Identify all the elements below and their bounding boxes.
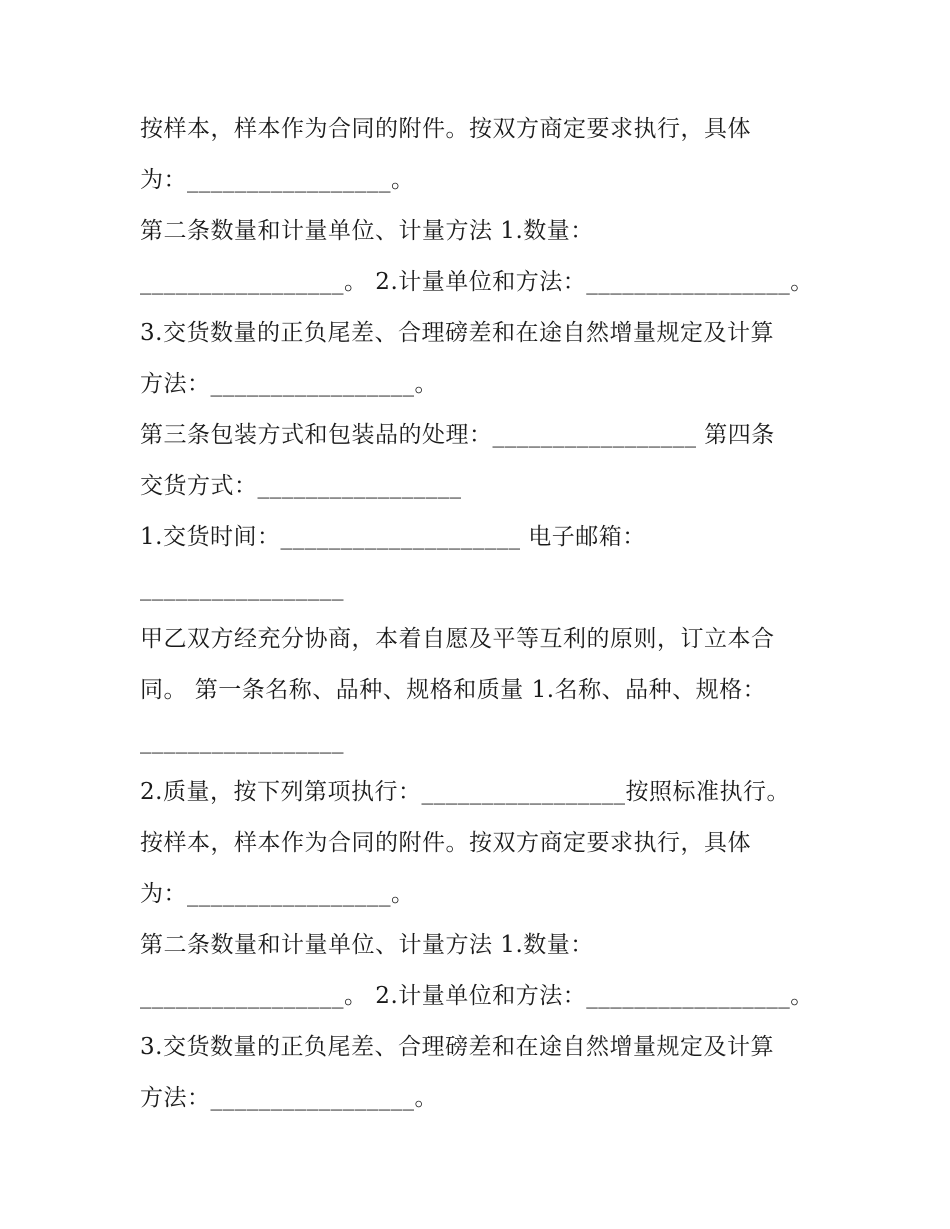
text-line: 交货方式：_________________ [140, 473, 462, 499]
text-line: 2.质量，按下列第项执行：_________________按照标准执行。 [140, 779, 790, 805]
text-line: _________________ [140, 575, 344, 601]
text-line: 第三条包装方式和包装品的处理：_________________ 第四条 [140, 422, 775, 448]
text-line: 3.交货数量的正负尾差、合理磅差和在途自然增量规定及计算 [140, 1034, 774, 1060]
text-line: 甲乙双方经充分协商，本着自愿及平等互利的原则，订立本合 [140, 626, 775, 652]
text-line: _________________ [140, 728, 344, 754]
text-line: 方法：_________________。 [140, 1085, 438, 1111]
text-line: 按样本，样本作为合同的附件。按双方商定要求执行，具体 [140, 116, 751, 142]
text-line: 第二条数量和计量单位、计量方法 1.数量： [140, 932, 594, 958]
text-line: 第二条数量和计量单位、计量方法 1.数量： [140, 218, 594, 244]
text-line: 1.交货时间：____________________ 电子邮箱： [140, 524, 646, 550]
text-line: 方法：_________________。 [140, 371, 438, 397]
text-line: 按样本，样本作为合同的附件。按双方商定要求执行，具体 [140, 830, 751, 856]
text-line: 3.交货数量的正负尾差、合理磅差和在途自然增量规定及计算 [140, 320, 774, 346]
text-line: 同。 第一条名称、品种、规格和质量 1.名称、品种、规格： [140, 677, 767, 703]
text-line: 为：_________________。 [140, 167, 415, 193]
document-page [140, 104, 820, 1124]
text-line: 为：_________________。 [140, 881, 415, 907]
text-line: _________________。 2.计量单位和方法：_________________。 [140, 983, 814, 1009]
text-line: _________________。 2.计量单位和方法：_________________。 [140, 269, 814, 295]
